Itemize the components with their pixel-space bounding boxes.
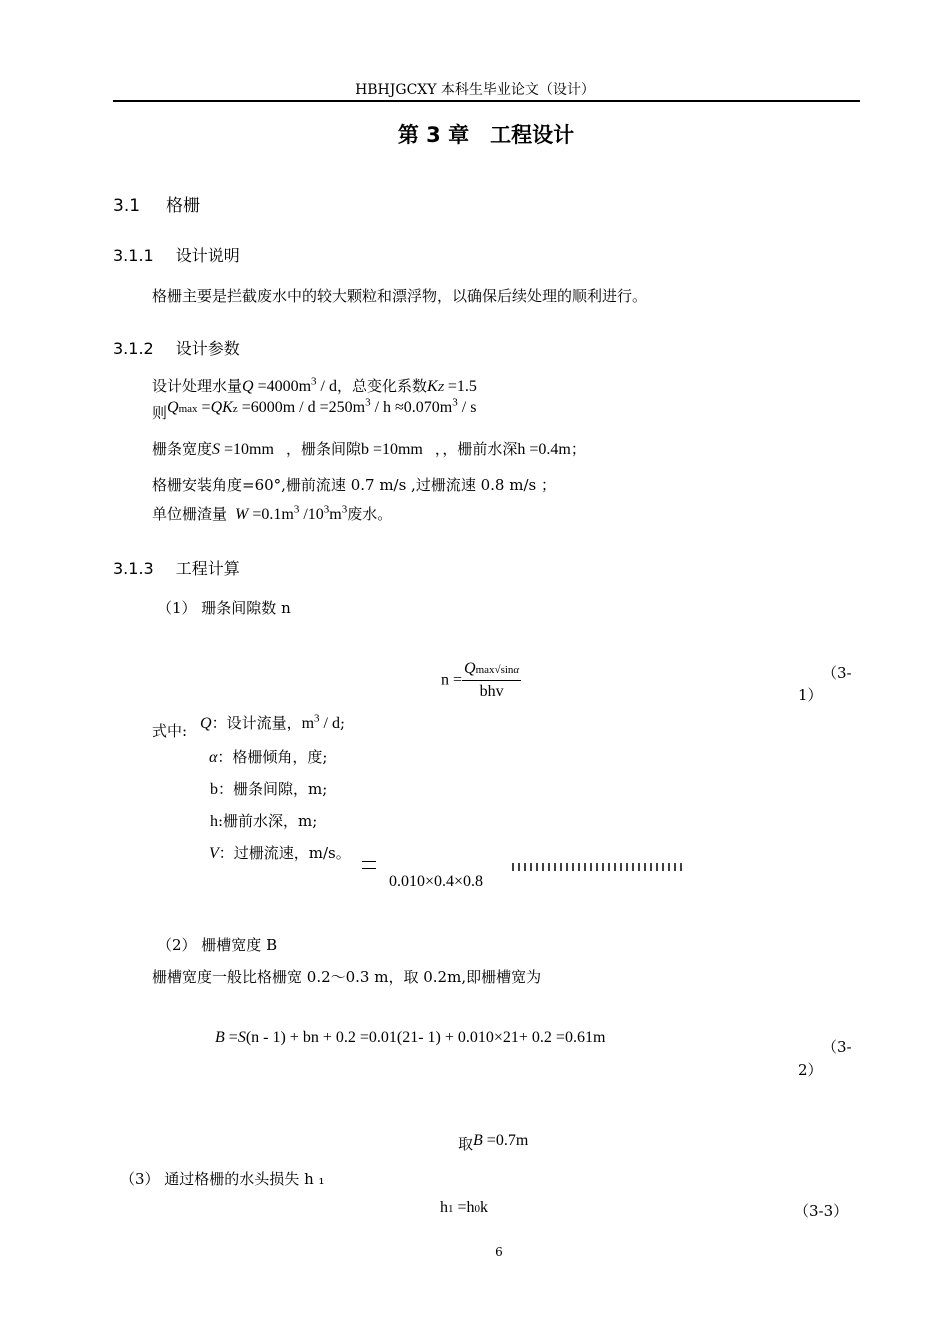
equation-number: 1） <box>798 686 823 704</box>
item-2-body: 栅槽宽度一般比格栅宽 0.2～0.3 m，取 0.2m,即栅槽宽为 <box>152 968 542 986</box>
param-qmax-line: 则$Qmax =QKz =6000m / d =250m^3 / h \approx 0.070m^3 / s$ <box>152 396 477 422</box>
where-label: 式中: <box>152 722 188 740</box>
item-3-heading: （3） 通过格栅的水头损失 h ₁ <box>120 1170 325 1188</box>
section-title: 格栅 <box>166 196 201 216</box>
where-text: ：设计流量， <box>211 714 302 732</box>
running-header: HBHJGCXY 本科生毕业论文（设计） <box>355 82 595 98</box>
param-label: ，总变化系数 <box>337 377 428 395</box>
section-3-1-2-heading <box>113 336 240 359</box>
param-screenings-line: 单位栅渣量 $W =0.1m^3$ $/10^3m^3$废水。 <box>152 503 393 523</box>
where-text: :栅前水深，m; <box>218 812 318 830</box>
equation-3-3: h1 =h0k <box>440 1199 489 1216</box>
equation-3-1: n = $\frac{Qmax√\sin\alpha}{\text{bhv}}$ <box>441 660 520 700</box>
param-flow-line: 设计处理水量$Q =4000m^3 / d$，总变化系数KZ =1.5 <box>152 375 477 395</box>
where-v: V：过栅流速，m/s。 <box>209 844 351 862</box>
where-text: ：过栅流速，m/s。 <box>218 844 351 862</box>
equation-number: （3-3） <box>794 1202 849 1220</box>
clipped-result <box>512 863 682 871</box>
param-label: 则 <box>152 404 168 422</box>
param-angle-line: 格栅安装角度=60°,栅前流速 0.7 m/s ,过栅流速 0.8 m/s ； <box>152 476 556 494</box>
page-number: 6 <box>495 1245 503 1259</box>
equation-3-2: B =S(n - 1) + bn + 0.2 =0.01(21- 1) + 0.010×21+ 0.2 =0.61m <box>215 1029 606 1046</box>
section-number: 3.1.1 <box>113 246 154 265</box>
clipped-equals-sign <box>362 861 376 869</box>
param-label: 设计处理水量 <box>152 377 243 395</box>
where-b: b：栅条间隙，m; <box>210 780 328 798</box>
where-h: h:栅前水深，m; <box>210 812 318 830</box>
take-b-line: 取B =0.7m <box>458 1132 529 1153</box>
equation-number: （3- <box>822 664 852 682</box>
section-3-1-heading <box>113 191 200 216</box>
chapter-title: 第 3 章 工程设计 <box>397 123 575 147</box>
section-title: 设计说明 <box>175 246 240 265</box>
param-label: ，栅条间隙 <box>285 440 361 458</box>
section-number: 3.1.3 <box>113 559 154 578</box>
equation-number: 2） <box>798 1061 823 1079</box>
section-3-1-1-heading <box>113 243 240 266</box>
section-3-1-3-heading <box>113 556 240 579</box>
section-title: 工程计算 <box>175 559 240 578</box>
section-title: 设计参数 <box>175 339 240 358</box>
param-label: 废水。 <box>347 505 393 523</box>
calc-denominator: 0.010×0.4×0.8 <box>389 873 484 890</box>
where-text: ：栅条间隙，m; <box>218 780 328 798</box>
section-number: 3.1 <box>113 196 141 216</box>
where-q: Q：设计流量，$m^3$ / d; <box>200 712 346 732</box>
param-bar-line: 栅条宽度S =10mm ，栅条间隙b =10mm ，，栅前水深h =0.4m； <box>152 440 586 458</box>
where-text: ：格栅倾角，度; <box>217 748 328 766</box>
param-label: 单位栅渣量 <box>152 505 228 523</box>
design-description: 格栅主要是拦截废水中的较大颗粒和漂浮物，以确保后续处理的顺利进行。 <box>152 287 648 305</box>
param-label: ； <box>570 440 586 458</box>
section-number: 3.1.2 <box>113 339 154 358</box>
item-2-heading: （2） 栅槽宽度 B <box>157 936 278 954</box>
take-label: 取 <box>458 1135 474 1153</box>
param-label: ，栅前水深 <box>442 440 518 458</box>
header-rule <box>113 100 860 102</box>
item-1-heading: （1） 珊条间隙数 n <box>157 599 291 617</box>
equation-number: （3- <box>822 1038 852 1056</box>
where-alpha: α：格栅倾角，度; <box>209 748 328 766</box>
param-label: 栅条宽度 <box>152 440 213 458</box>
